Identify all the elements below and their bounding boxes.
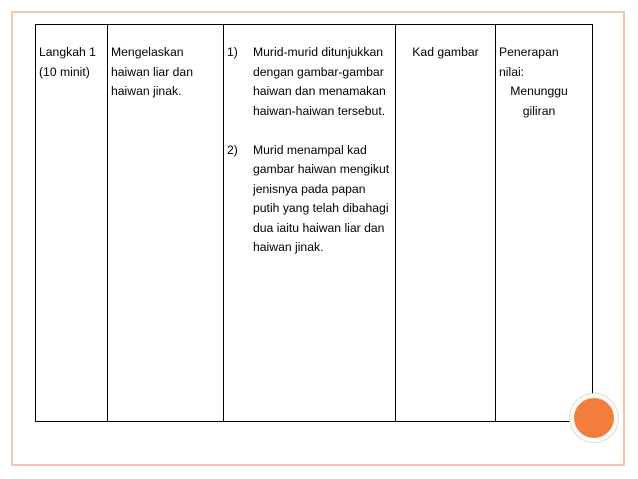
activity-number: 1) xyxy=(227,45,238,59)
values-text xyxy=(499,43,579,121)
values-label: nilai: xyxy=(499,64,525,79)
list-item xyxy=(227,43,392,121)
stage-cell xyxy=(36,25,108,422)
activity-text: Murid menampal kad gambar haiwan mengikut jenisnya pada papan putih yang telah dibahagi dua iaitu haiwan liar dan haiwan jinak. xyxy=(253,142,390,254)
activity-list xyxy=(227,43,392,258)
values-heading: Penerapan xyxy=(499,45,559,59)
activity-number: 2) xyxy=(227,142,238,157)
materials-cell xyxy=(396,25,496,422)
activities-cell xyxy=(224,25,396,422)
list-item xyxy=(227,141,392,258)
values-cell xyxy=(496,25,593,422)
values-item: Menunggu giliran xyxy=(510,84,568,118)
objective-text: Mengelaskan haiwan liar dan haiwan jinak. xyxy=(111,45,193,98)
materials-text: Kad gambar xyxy=(412,45,479,59)
objective-cell xyxy=(108,25,224,422)
decorative-circle xyxy=(570,394,618,442)
table-row xyxy=(36,25,593,422)
activity-text: Murid-murid ditunjukkan dengan gambar-gambar haiwan dan menamakan haiwan-haiwan tersebut. xyxy=(253,45,386,118)
lesson-plan-table xyxy=(35,24,593,422)
stage-text: Langkah 1 (10 minit) xyxy=(39,45,96,79)
